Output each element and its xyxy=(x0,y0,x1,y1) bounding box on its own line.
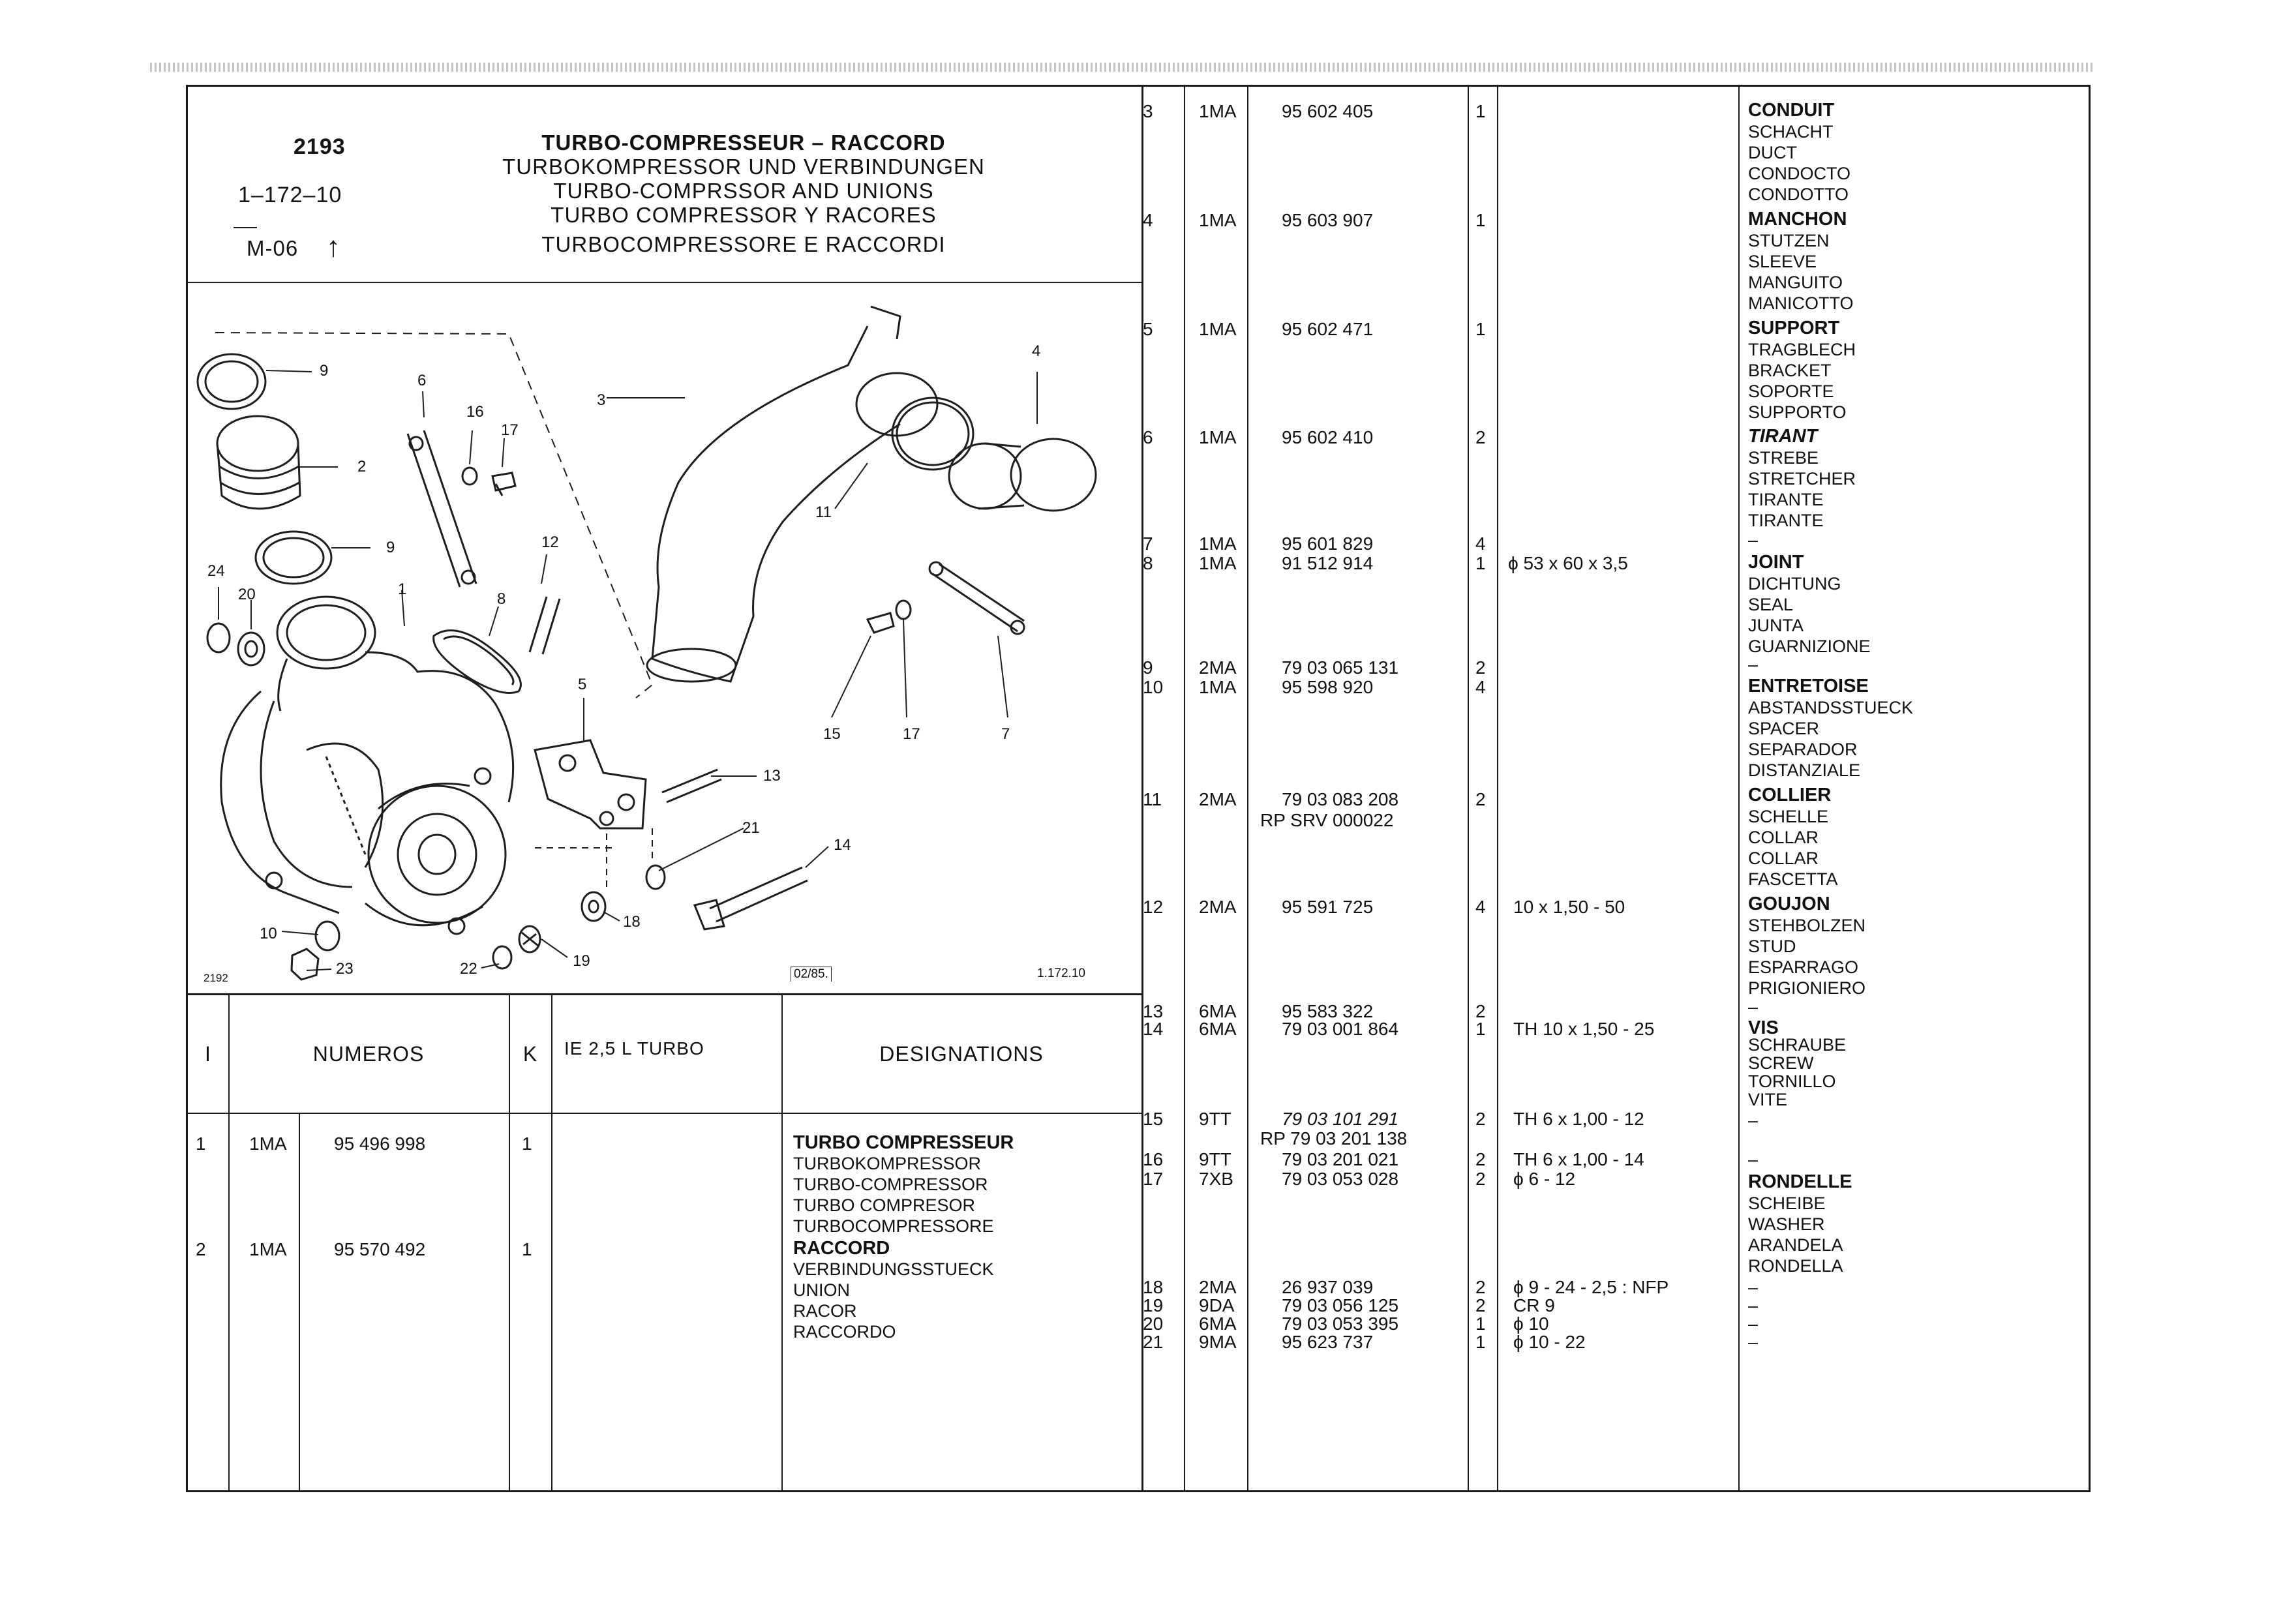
rt-spec: TH 6 x 1,00 - 14 xyxy=(1513,1149,1644,1169)
callout-1: 1 xyxy=(398,580,407,598)
callout-15: 15 xyxy=(823,725,841,743)
rt-number-alt: RP SRV 000022 xyxy=(1260,810,1394,830)
designation-it: VITE xyxy=(1748,1090,1788,1109)
rt-item: 9 xyxy=(1143,657,1153,678)
rt-item: 17 xyxy=(1143,1169,1164,1189)
rt-item: 13 xyxy=(1143,1001,1164,1021)
designation-de: STEHBOLZEN xyxy=(1748,916,1866,935)
rt-number: 95 603 907 xyxy=(1282,210,1374,230)
dash-item-7: – xyxy=(1748,530,1759,550)
colhead-divider xyxy=(186,1113,1143,1114)
rt-number: 95 602 405 xyxy=(1282,101,1374,121)
designation-en: STUD xyxy=(1748,937,1796,956)
colhead-designations: DESIGNATIONS xyxy=(879,1042,1044,1066)
rt-code: 1MA xyxy=(1199,101,1237,121)
callout-8: 8 xyxy=(497,590,506,608)
frame-top xyxy=(186,85,2091,87)
designation-es: COLLAR xyxy=(1748,849,1819,868)
rt-col-5 xyxy=(1738,85,1740,1492)
rt-code: 9TT xyxy=(1199,1109,1231,1129)
callout-20: 20 xyxy=(238,586,256,603)
rt-number: 95 591 725 xyxy=(1282,897,1374,917)
rt-col-1 xyxy=(1184,85,1185,1492)
dash-item-16: – xyxy=(1748,1150,1759,1169)
designation-en: WASHER xyxy=(1748,1214,1825,1234)
title-it: TURBOCOMPRESSORE E RACCORDI xyxy=(541,232,946,256)
rt-qty: 1 xyxy=(1475,101,1486,121)
row-code: 1MA xyxy=(249,1239,287,1259)
designation-it: TURBOCOMPRESSORE xyxy=(793,1216,994,1236)
rt-code: 9TT xyxy=(1199,1149,1231,1169)
colhead-engine: IE 2,5 L TURBO xyxy=(564,1038,704,1059)
designation-de: SCHACHT xyxy=(1748,122,1834,142)
rt-code: 6MA xyxy=(1199,1019,1237,1039)
rt-item: 5 xyxy=(1143,319,1153,339)
designation-it: PRIGIONIERO xyxy=(1748,978,1866,998)
designation-de: TURBOKOMPRESSOR xyxy=(793,1154,982,1173)
rt-col-3 xyxy=(1468,85,1469,1492)
rt-qty: 4 xyxy=(1475,677,1486,697)
illustration-ref: 1.172.10 xyxy=(1037,967,1085,980)
designation-it: TIRANTE xyxy=(1748,511,1824,530)
rt-code: 1MA xyxy=(1199,677,1237,697)
dash-item-18: – xyxy=(1748,1278,1759,1297)
callout-14: 14 xyxy=(834,836,851,854)
designation-fr: GOUJON xyxy=(1748,894,1830,914)
dash-item-9: – xyxy=(1748,655,1759,674)
frame-right xyxy=(2089,85,2091,1492)
dash-item-13: – xyxy=(1748,997,1759,1017)
designation-en: UNION xyxy=(793,1280,850,1300)
rt-number: 79 03 001 864 xyxy=(1282,1019,1399,1039)
designation-es: TURBO COMPRESOR xyxy=(793,1195,976,1215)
rt-code: 1MA xyxy=(1199,533,1237,554)
callout-19: 19 xyxy=(573,952,590,970)
designation-it: CONDOTTO xyxy=(1748,185,1849,204)
rt-item: 4 xyxy=(1143,210,1153,230)
designation-de: STUTZEN xyxy=(1748,231,1830,250)
rt-qty: 2 xyxy=(1475,789,1486,809)
rt-number: 79 03 053 395 xyxy=(1282,1314,1399,1334)
callout-4: 4 xyxy=(1032,342,1041,360)
model-overline xyxy=(234,227,257,228)
callout-17: 17 xyxy=(501,421,519,439)
rt-qty: 2 xyxy=(1475,1277,1486,1297)
designation-it: MANICOTTO xyxy=(1748,293,1854,313)
designation-it: SUPPORTO xyxy=(1748,402,1847,422)
exploded-diagram xyxy=(188,284,1141,993)
rt-code: 2MA xyxy=(1199,657,1237,678)
rt-spec: ϕ 53 x 60 x 3,5 xyxy=(1508,553,1628,573)
rt-number: 91 512 914 xyxy=(1282,553,1374,573)
scan-noise xyxy=(150,63,2094,72)
rt-code: 9DA xyxy=(1199,1295,1235,1315)
row-qty: 1 xyxy=(522,1239,532,1259)
illustration-divider xyxy=(186,993,1143,995)
rt-qty: 2 xyxy=(1475,657,1486,678)
rt-qty: 1 xyxy=(1475,210,1486,230)
rt-item: 15 xyxy=(1143,1109,1164,1129)
designation-it: RACCORDO xyxy=(793,1322,896,1342)
designation-fr: ENTRETOISE xyxy=(1748,676,1869,697)
designation-de: SCHRAUBE xyxy=(1748,1035,1847,1055)
rt-spec: ϕ 10 xyxy=(1513,1314,1549,1334)
designation-fr: TIRANT xyxy=(1748,426,1818,447)
callout-13: 13 xyxy=(763,767,781,785)
rt-item: 10 xyxy=(1143,677,1164,697)
rt-qty: 2 xyxy=(1475,1109,1486,1129)
designation-fr: TURBO COMPRESSEUR xyxy=(793,1132,1014,1153)
rt-code: 1MA xyxy=(1199,553,1237,573)
designation-fr: SUPPORT xyxy=(1748,318,1840,338)
callout-3: 3 xyxy=(597,391,606,409)
row-item: 1 xyxy=(196,1134,206,1154)
rt-item: 18 xyxy=(1143,1277,1164,1297)
designation-es: TIRANTE xyxy=(1748,490,1824,509)
designation-it: RONDELLA xyxy=(1748,1256,1843,1276)
rt-spec: CR 9 xyxy=(1513,1295,1555,1315)
callout-24: 24 xyxy=(207,562,225,580)
designation-de: SCHELLE xyxy=(1748,807,1829,826)
designation-en: BRACKET xyxy=(1748,361,1832,380)
callout-16: 16 xyxy=(466,403,484,421)
callout-10: 10 xyxy=(260,925,277,942)
designation-de: DICHTUNG xyxy=(1748,574,1841,593)
rt-number: 79 03 201 021 xyxy=(1282,1149,1399,1169)
colhead-k: K xyxy=(522,1042,538,1066)
rt-item: 19 xyxy=(1143,1295,1164,1315)
rt-number: 95 602 471 xyxy=(1282,319,1374,339)
callout-21: 21 xyxy=(742,819,760,837)
row-item: 2 xyxy=(196,1239,206,1259)
rt-qty: 1 xyxy=(1475,319,1486,339)
callout-22: 22 xyxy=(460,960,477,978)
rt-number: 95 583 322 xyxy=(1282,1001,1374,1021)
designation-fr: RACCORD xyxy=(793,1238,890,1259)
rt-item: 3 xyxy=(1143,101,1153,121)
rt-number: 79 03 053 028 xyxy=(1282,1169,1399,1189)
illustration-code: 2192 xyxy=(204,972,228,984)
callout-2: 2 xyxy=(357,458,367,475)
callout-23: 23 xyxy=(336,960,354,978)
rt-code: 7XB xyxy=(1199,1169,1233,1189)
designation-es: ARANDELA xyxy=(1748,1235,1843,1255)
callout-12: 12 xyxy=(541,533,559,551)
rt-spec: ϕ 6 - 12 xyxy=(1513,1169,1576,1189)
designation-fr: RONDELLE xyxy=(1748,1171,1852,1192)
rt-item: 6 xyxy=(1143,427,1153,447)
callout-17-right: 17 xyxy=(903,725,920,743)
colhead-i: I xyxy=(205,1042,211,1066)
row-number: 95 570 492 xyxy=(334,1239,426,1259)
sheet-ref: 1–172–10 xyxy=(238,183,342,207)
designation-fr: MANCHON xyxy=(1748,209,1847,230)
rt-code: 2MA xyxy=(1199,789,1237,809)
designation-en: TURBO-COMPRESSOR xyxy=(793,1175,988,1194)
rt-qty: 2 xyxy=(1475,1169,1486,1189)
rt-item: 21 xyxy=(1143,1332,1164,1352)
rt-qty: 2 xyxy=(1475,1149,1486,1169)
rt-number: 79 03 101 291 xyxy=(1282,1109,1399,1129)
dash-item-20: – xyxy=(1748,1314,1759,1334)
designation-de: STREBE xyxy=(1748,448,1819,468)
designation-de: ABSTANDSSTUECK xyxy=(1748,698,1914,717)
designation-es: TORNILLO xyxy=(1748,1072,1836,1091)
designation-it: GUARNIZIONE xyxy=(1748,637,1871,656)
callout-5: 5 xyxy=(578,676,587,693)
designation-fr: JOINT xyxy=(1748,552,1804,573)
rt-number: 95 602 410 xyxy=(1282,427,1374,447)
designation-de: SCHEIBE xyxy=(1748,1194,1826,1213)
rt-code: 9MA xyxy=(1199,1332,1237,1352)
rt-code: 1MA xyxy=(1199,210,1237,230)
rt-item: 11 xyxy=(1143,789,1162,809)
designation-en: STRETCHER xyxy=(1748,469,1856,488)
frame-bottom xyxy=(186,1490,2091,1492)
designation-en: SCREW xyxy=(1748,1053,1814,1073)
designation-es: MANGUITO xyxy=(1748,273,1843,292)
lt-col-2 xyxy=(509,993,510,1492)
rt-code: 2MA xyxy=(1199,1277,1237,1297)
callout-11: 11 xyxy=(815,503,832,521)
dash-item-19: – xyxy=(1748,1296,1759,1315)
designation-es: SEPARADOR xyxy=(1748,740,1858,759)
rt-number: 26 937 039 xyxy=(1282,1277,1374,1297)
rt-item: 14 xyxy=(1143,1019,1164,1039)
rt-qty: 1 xyxy=(1475,1019,1486,1039)
rt-number: 79 03 083 208 xyxy=(1282,789,1399,809)
rt-number: 95 598 920 xyxy=(1282,677,1374,697)
rt-item: 7 xyxy=(1143,533,1153,554)
rt-qty: 1 xyxy=(1475,553,1486,573)
title-de: TURBOKOMPRESSOR UND VERBINDUNGEN xyxy=(502,155,985,179)
callout-9-lower: 9 xyxy=(386,539,395,556)
title-es: TURBO COMPRESSOR Y RACORES xyxy=(551,203,937,227)
rt-item: 16 xyxy=(1143,1149,1164,1169)
title-fr: TURBO-COMPRESSEUR – RACCORD xyxy=(541,130,946,155)
row-qty: 1 xyxy=(522,1134,532,1154)
callout-18: 18 xyxy=(623,913,641,931)
dash-item-21: – xyxy=(1748,1332,1759,1352)
illustration-date: 02/85. xyxy=(791,967,832,982)
designation-es: JUNTA xyxy=(1748,616,1804,635)
designation-de: VERBINDUNGSSTUECK xyxy=(793,1259,994,1279)
rt-col-4 xyxy=(1497,85,1498,1492)
model-code: M-06 xyxy=(247,236,299,260)
designation-en: SLEEVE xyxy=(1748,252,1817,271)
designation-it: DISTANZIALE xyxy=(1748,760,1861,780)
rt-qty: 2 xyxy=(1475,427,1486,447)
designation-en: DUCT xyxy=(1748,143,1797,162)
designation-es: SOPORTE xyxy=(1748,382,1834,401)
designation-es: CONDOCTO xyxy=(1748,164,1851,183)
designation-fr: VIS xyxy=(1748,1017,1779,1038)
up-arrow-icon: ↑ xyxy=(326,231,340,263)
rt-number: 79 03 056 125 xyxy=(1282,1295,1399,1315)
designation-fr: CONDUIT xyxy=(1748,100,1835,121)
rt-code: 1MA xyxy=(1199,427,1237,447)
lt-col-4 xyxy=(781,993,783,1492)
rt-qty: 1 xyxy=(1475,1314,1486,1334)
rt-code: 1MA xyxy=(1199,319,1237,339)
callout-9-top: 9 xyxy=(320,362,329,380)
callout-6: 6 xyxy=(417,372,427,389)
designation-es: ESPARRAGO xyxy=(1748,957,1859,977)
row-number: 95 496 998 xyxy=(334,1134,426,1154)
rt-qty: 1 xyxy=(1475,1332,1486,1352)
rt-qty: 2 xyxy=(1475,1001,1486,1021)
row-code: 1MA xyxy=(249,1134,287,1154)
rt-code: 2MA xyxy=(1199,897,1237,917)
dash-item-15: – xyxy=(1748,1111,1759,1130)
header-divider xyxy=(186,282,1143,283)
rt-qty: 4 xyxy=(1475,533,1486,554)
rt-spec: ϕ 10 - 22 xyxy=(1513,1332,1586,1352)
rt-qty: 4 xyxy=(1475,897,1486,917)
rt-item: 20 xyxy=(1143,1314,1164,1334)
rt-spec: TH 10 x 1,50 - 25 xyxy=(1513,1019,1655,1039)
o-ring-top-part xyxy=(198,354,265,409)
rt-item: 8 xyxy=(1143,553,1153,573)
rt-spec: ϕ 9 - 24 - 2,5 : NFP xyxy=(1513,1277,1669,1297)
designation-en: SEAL xyxy=(1748,595,1794,614)
title-en: TURBO-COMPRSSOR AND UNIONS xyxy=(553,179,934,203)
sheet-number: 2193 xyxy=(294,134,346,159)
designation-en: SPACER xyxy=(1748,719,1820,738)
colhead-numeros: NUMEROS xyxy=(312,1042,425,1066)
designation-es: RACOR xyxy=(793,1301,857,1321)
rt-item: 12 xyxy=(1143,897,1164,917)
designation-fr: COLLIER xyxy=(1748,785,1832,805)
rt-qty: 2 xyxy=(1475,1295,1486,1315)
lt-col-1b xyxy=(299,1113,300,1492)
lt-col-3 xyxy=(551,993,552,1492)
designation-en: COLLAR xyxy=(1748,828,1819,847)
rt-spec: TH 6 x 1,00 - 12 xyxy=(1513,1109,1644,1129)
callout-7: 7 xyxy=(1001,725,1010,743)
rt-number-alt: RP 79 03 201 138 xyxy=(1260,1128,1408,1149)
rt-number: 95 601 829 xyxy=(1282,533,1374,554)
designation-de: TRAGBLECH xyxy=(1748,340,1856,359)
rt-code: 6MA xyxy=(1199,1314,1237,1334)
designation-it: FASCETTA xyxy=(1748,869,1838,889)
rt-number: 79 03 065 131 xyxy=(1282,657,1399,678)
rt-spec: 10 x 1,50 - 50 xyxy=(1513,897,1625,917)
rt-code: 6MA xyxy=(1199,1001,1237,1021)
lt-col-1 xyxy=(228,993,230,1492)
rt-col-2 xyxy=(1247,85,1248,1492)
rt-number: 95 623 737 xyxy=(1282,1332,1374,1352)
